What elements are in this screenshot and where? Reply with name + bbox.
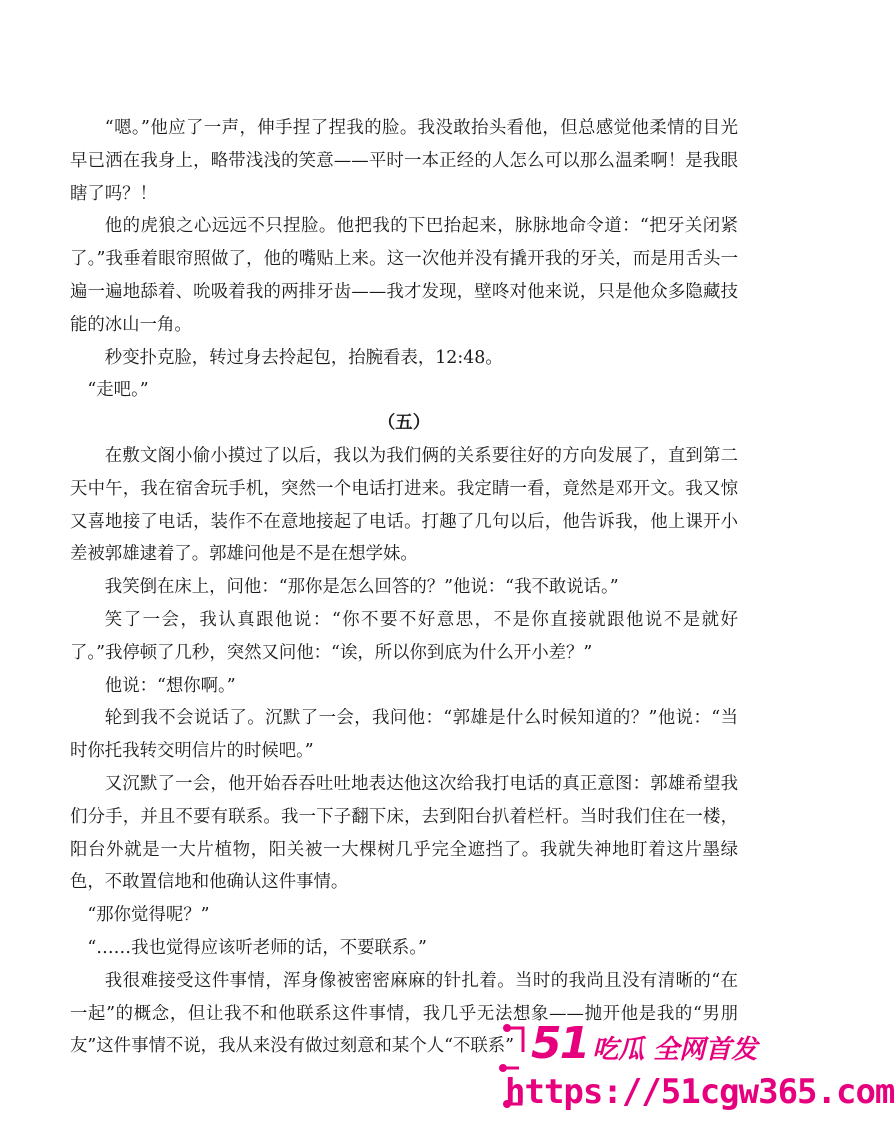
watermark-brand [531, 1018, 757, 1069]
paragraph: “嗯。”他应了一声，伸手捏了捏我的脸。我没敢抬头看他，但总感觉他柔情的目光早已洒在我身上，略带浅浅的笑意——平时一本正经的人怎么可以那么温柔啊！是我眼瞎了吗？！ [70, 118, 738, 204]
watermark-text: 吃瓜 全网首发 [592, 1035, 758, 1065]
watermark-url: https://51cgw365.com [505, 1072, 894, 1112]
paragraph: 我很难接受这件事情，浑身像被密密麻麻的针扎着。当时的我尚且没有清晰的“在一起”的概念，但让我不和他联系这件事情，我几乎无法想象——抛开他是我的“男朋友”这件事情不说，我从来没有做过刻意和某个人“不联系” [70, 970, 738, 1057]
paragraph: 在敷文阁小偷小摸过了以后，我以为我们俩的关系要往好的方向发展了，直到第二天中午，我在宿舍玩手机，突然一个电话打进来。我定睛一看，竟然是邓开文。我又惊又喜地接了电话，装作不在意地接起了电话。打趣了几句以后，他告诉我，他上课开小差被郭雄逮着了。郭雄问他是不是在想学妹。 [70, 445, 738, 565]
document-body [70, 112, 738, 1063]
paragraph: 轮到我不会说话了。沉默了一会，我问他：“郭雄是什么时候知道的？”他说：“当时你托我转交明信片的时候吧。” [70, 708, 738, 762]
paragraph: “那你觉得呢？” [87, 905, 210, 926]
paragraph: “……我也觉得应该听老师的话，不要联系。” [87, 937, 427, 958]
paragraph: 他的虎狼之心远远不只捏脸。他把我的下巴抬起来，脉脉地命令道：“把牙关闭紧了。”我垂着眼帘照做了，他的嘴贴上来。这一次他并没有撬开我的牙关，而是用舌头一遍一遍地舔着、吮吸着我的两排牙齿——我才发现，壁咚对他来说，只是他众多隐藏技能的冰山一角。 [70, 216, 738, 335]
paragraph: 他说：“想你啊。” [104, 675, 236, 696]
section-heading: （五） [377, 413, 431, 434]
watermark [505, 1010, 894, 1130]
paragraph: 我笑倒在床上，问他：“那你是怎么回答的？”他说：“我不敢说话。” [104, 577, 619, 598]
paragraph: 又沉默了一会，他开始吞吞吐吐地表达他这次给我打电话的真正意图：郭雄希望我们分手，并且不要有联系。我一下子翻下床，去到阳台扒着栏杆。当时我们住在一楼，阳台外就是一大片植物，阳关被一大棵树几乎完全遮挡了。我就失神地盯着这片墨绿色，不敢置信地和他确认这件事情。 [70, 773, 738, 893]
paragraph: “走吧。” [87, 380, 149, 401]
paragraph: 秒变扑克脸，转过身去拎起包，抬腕看表，12:48。 [104, 347, 503, 368]
watermark-number: 51 [531, 1018, 589, 1069]
paragraph: 笑了一会，我认真跟他说：“你不要不好意思，不是你直接就跟他说不是就好了。”我停顿了几秒，突然又问他：“诶，所以你到底为什么开小差？” [70, 609, 738, 663]
